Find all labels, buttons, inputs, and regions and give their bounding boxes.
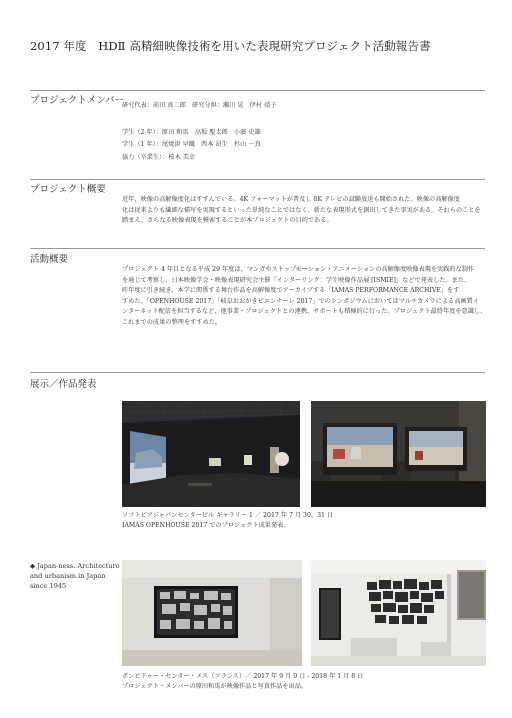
- member-line: 学生（1 年）：尾焼津 早織 西本 昂生 杉山 一真: [122, 141, 261, 148]
- member-line: 協力（卒業生）：桜木 美幸: [122, 154, 196, 161]
- exhibition-side-label: [30, 562, 120, 591]
- caption-line: ソフトピアジャパンセンタービル ギャラリー 1 ／ 2017 年 7 月 30、31 日: [122, 512, 334, 519]
- overview-text: [122, 195, 481, 227]
- overview-line: 化は従来よりも繊細な描写を実現するといった単純なことではなく、新たな表現形式を創出してきた事実がある。それらのことを: [122, 206, 481, 214]
- photo-photo-wall: [311, 560, 486, 666]
- photo-museum-monitor: [122, 560, 302, 666]
- overview-heading: プロジェクト概要: [30, 184, 106, 195]
- caption-line: プロジェクト・メンバーの原田和馬が映像作品と写真作品を出品。: [122, 682, 308, 690]
- member-line: 研究代表：前田 真二郎 研究分担：瀬川 晃 伊村 靖子: [122, 102, 277, 109]
- side-label-line: since 1945: [30, 581, 67, 590]
- section-divider: [30, 179, 485, 180]
- activity-line: これまでの成果の整理をすすめた。: [122, 318, 222, 326]
- photo-caption: [122, 672, 363, 692]
- caption-line: ポンピドゥー・センター・メス（フランス）／ 2017 年 9 月 9 日 - 2018 年 1 月 8 日: [122, 673, 364, 680]
- section-divider: [30, 372, 485, 373]
- activity-heading: 活動概要: [30, 254, 69, 265]
- activity-line: ンターネット配信を担当するなど、他事業・プロジェクトとの連携、サポートも積極的に行った。プロジェクト最終年度を意識し、: [122, 308, 487, 316]
- overview-line: 踏まえ、さらなる映像表現を模索することが本プロジェクトの目的である。: [122, 217, 333, 225]
- overview-line: 近年、映像の高解像度化はすすんでいる。4K フォーマットが普及し 8K テレビの試験放送も開始された。映像の高解像度: [122, 196, 460, 203]
- section-divider: [30, 248, 485, 249]
- section-divider: [30, 90, 485, 91]
- exhibition-heading: 展示／作品発表: [30, 379, 97, 390]
- caption-line: IAMAS OPENHOUSE 2017 でのプロジェクト成果発表。: [122, 521, 290, 529]
- side-label-line: and urbanism in Japan: [30, 571, 106, 580]
- activity-text: [122, 265, 486, 329]
- member-line: 学生（2 年）：原田 和馬 高坂 聖太郎 小濱 史雄: [122, 129, 261, 136]
- members-heading: プロジェクトメンバー: [30, 95, 125, 106]
- photo-caption: [122, 511, 333, 531]
- photo-gallery-projection: [122, 401, 300, 507]
- side-label-line: ◆ Japan-ness. Architecture: [30, 562, 120, 570]
- photo-monitors: [311, 401, 486, 507]
- activity-line: すめた。「OPENHOUSE 2017」「岐阜おおがきビエンナーレ 2017」でのシンポジウムにおいてはマルチカメラによる高画質イ: [122, 297, 479, 305]
- activity-line: 昨年度に引き続き、本学に関係する舞台作品を高解像度でアーカイブする「IAMAS PERFORMANCE ARCHIVE」をす: [122, 287, 460, 295]
- activity-line: を通じて考察し、日本映像学会・映像表現研究会主催「インターリンク：学生映像作品展 [ISMIE]」などで発表した。また、: [122, 276, 471, 284]
- page-title: 2017 年度 HDⅡ 高精細映像技術を用いた表現研究プロジェクト活動報告書: [30, 39, 431, 53]
- activity-line: プロジェクト 4 年目となる平成 29 年度は、マンガやストップモーション・アニメーションの高解像度映像表現を実践的な制作: [122, 266, 475, 273]
